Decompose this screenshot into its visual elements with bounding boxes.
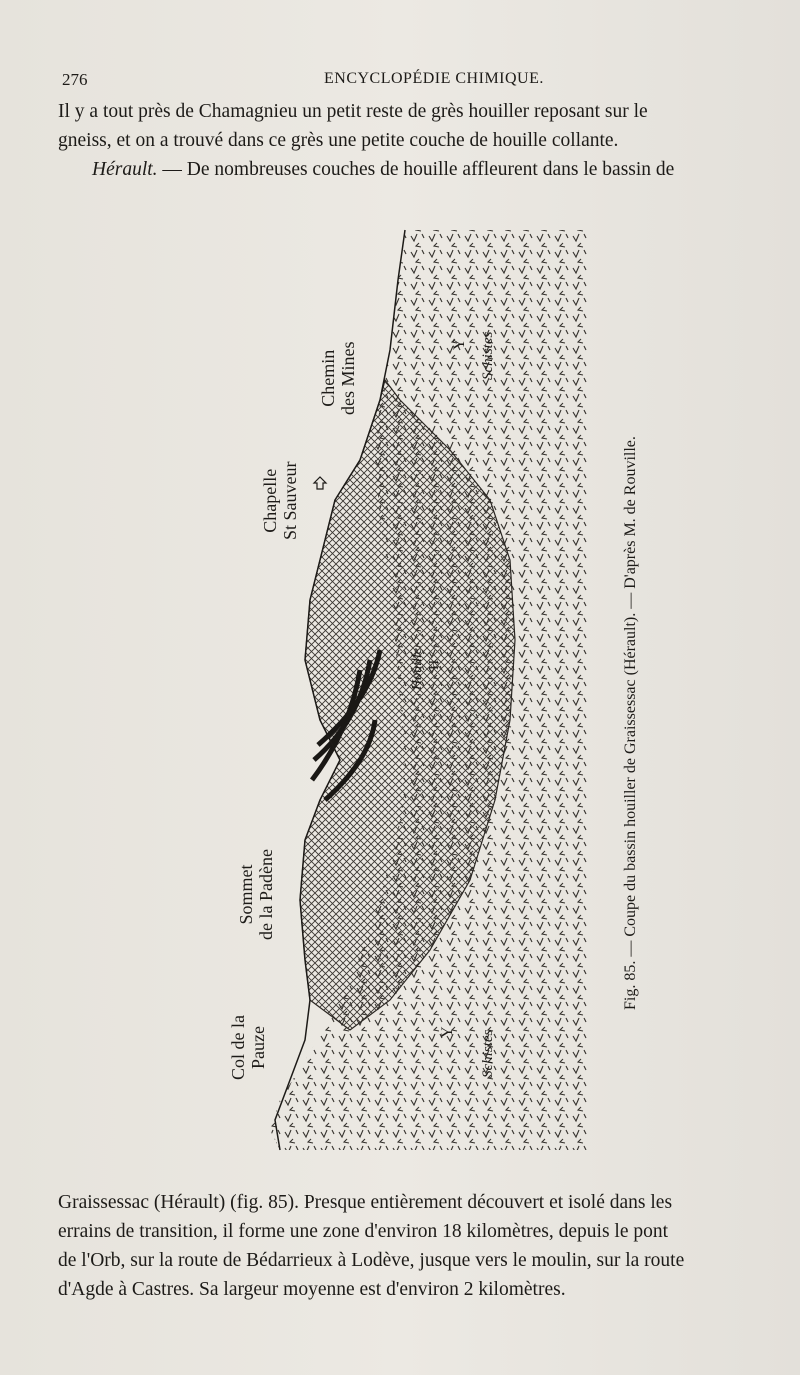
page-header	[62, 70, 760, 94]
text-line: d'Agde à Castres. Sa largeur moyenne est d'environ 2 kilomètres.	[58, 1279, 566, 1300]
text-line: Il y a tout près de Chamagnieu un petit reste de grès houiller reposant sur le	[58, 101, 648, 122]
label-line: Chapelle	[260, 468, 280, 533]
text-line-rest: — De nombreuses couches de houille affleurent dans le bassin de	[157, 159, 675, 180]
region-name: Hérault.	[92, 159, 158, 180]
label-schistes-lower: Schistes	[480, 1029, 496, 1078]
label-y-upper: Y	[451, 338, 468, 350]
label-chemin-des-mines	[318, 342, 358, 416]
section-drawing	[210, 200, 650, 1160]
page-number: 276	[62, 70, 88, 89]
label-line: Col de la	[228, 1015, 248, 1080]
geological-section-figure	[210, 200, 650, 1160]
text-line: gneiss, et on a trouvé dans ce grès une petite couche de houille collante.	[58, 130, 619, 151]
top-paragraph	[58, 97, 778, 184]
label-chapelle	[260, 462, 300, 541]
label-line: des Mines	[338, 341, 358, 415]
label-houille: Houille	[410, 648, 425, 690]
label-line: St Sauveur	[280, 461, 300, 540]
label-col-de-la-pauze	[228, 1015, 268, 1080]
text-line: Graissessac (Hérault) (fig. 85). Presque entièrement découvert et isolé dans les	[58, 1192, 673, 1213]
label-line: Chemin	[318, 349, 338, 407]
label-h: H	[427, 659, 442, 670]
bottom-paragraph	[58, 1188, 780, 1304]
text-line: errains de transition, il forme une zone d'environ 18 kilomètres, depuis le pont	[58, 1221, 669, 1242]
label-line: Pauze	[248, 1026, 268, 1069]
label-sommet-padene	[236, 849, 276, 940]
chapel-marker	[314, 477, 326, 489]
text-line	[58, 155, 778, 184]
label-line: de la Padène	[256, 849, 276, 940]
label-y-lower: Y	[439, 1026, 456, 1038]
text-line: de l'Orb, sur la route de Bédarrieux à Lodève, jusque vers le moulin, sur la route	[58, 1250, 685, 1271]
running-title: ENCYCLOPÉDIE CHIMIQUE.	[324, 70, 544, 87]
figure-caption: Fig. 85. — Coupe du bassin houiller de Graissessac (Hérault). — D'après M. de Rouville.	[622, 436, 639, 1010]
label-line: Sommet	[236, 864, 256, 925]
label-schistes-upper: Schistes	[480, 331, 496, 380]
